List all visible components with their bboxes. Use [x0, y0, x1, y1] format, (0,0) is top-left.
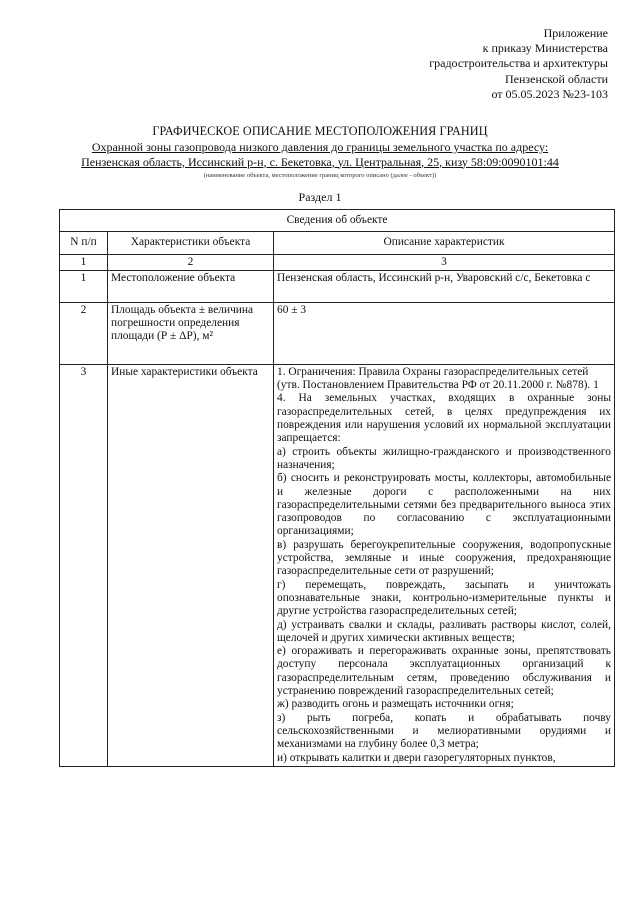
row-description — [274, 270, 615, 302]
appendix-line: Пензенской области — [505, 71, 608, 86]
description-paragraph: е) огораживать и перегораживать охранные зоны, препятствовать доступу персонала эксплуатационных организаций к газораспределительным сетям, проведению обслуживания и устранению повреждений газораспределительных сетей; — [277, 645, 611, 698]
table-header-row — [60, 232, 615, 254]
description-paragraph: 4. На земельных участках, входящих в охранные зоны газораспределительных сетей, в целях предупреждения их повреждения или нарушения условий их нормальной эксплуатации запрещается: — [277, 392, 611, 445]
row-num: 1 — [60, 270, 108, 302]
description-paragraph: Пензенская область, Иссинский р-н, Уваровский с/с, Бекетовка с — [277, 271, 591, 284]
description-paragraph: 1. Ограничения: Правила Охраны газораспределительных сетей (утв. Постановлением Правительства РФ от 20.11.2000 г. №878). 1 — [277, 365, 599, 392]
description-paragraph: г) перемещать, повреждать, засыпать и уничтожать опознавательные знаки, контрольно-измерительные пункты и другие устройства газораспределительных сетей; — [277, 578, 611, 618]
description-paragraph: з) рыть погреба, копать и обрабатывать почву сельскохозяйственными и мелиоративными орудиями и механизмами на глубину более 0,3 метра; — [277, 711, 611, 751]
object-info-table — [59, 209, 615, 767]
subtitle-note: (наименование объекта, местоположение границ которого описано (далее - объект)) — [203, 172, 437, 179]
description-paragraph: б) сносить и реконструировать мосты, коллекторы, автомобильные и железные дороги с расположенными на них газораспределительными сетями без предварительного выноса этих газопроводов по согласованию с эксплуатационными организациями; — [277, 472, 611, 538]
description-paragraph: в) разрушать берегоукрепительные сооружения, водопропускные устройства, земляные и иные сооружения, предохраняющие газораспределительные сети от разрушений; — [277, 538, 611, 578]
table-row — [60, 364, 615, 766]
header-characteristic: Характеристики объекта — [108, 232, 274, 254]
row-num: 2 — [60, 302, 108, 364]
column-number: 3 — [274, 254, 615, 270]
table-row — [60, 270, 615, 302]
appendix-line: к приказу Министерства — [482, 41, 608, 56]
document-title: ГРАФИЧЕСКОЕ ОПИСАНИЕ МЕСТОПОЛОЖЕНИЯ ГРАНИЦ — [152, 124, 488, 138]
description-paragraph: а) строить объекты жилищно-гражданского и производственного назначения; — [277, 445, 611, 471]
subtitle-line-2: Пензенская область, Иссинский р-н, с. Бекетовка, ул. Центральная, 25, кизу 58:09:0090101:44 — [81, 154, 559, 169]
table-caption-row — [60, 210, 615, 232]
appendix-block — [308, 26, 608, 102]
column-number-row — [60, 254, 615, 270]
row-characteristic: Местоположение объекта — [108, 270, 274, 302]
table-caption: Сведения об объекте — [60, 210, 615, 232]
header-description: Описание характеристик — [274, 232, 615, 254]
row-description — [274, 364, 615, 766]
row-description — [274, 302, 615, 364]
section-heading: Раздел 1 — [298, 190, 342, 204]
row-characteristic: Площадь объекта ± величина погрешности определения площади (Р ± ΔР), м² — [108, 302, 274, 364]
row-characteristic: Иные характеристики объекта — [108, 364, 274, 766]
description-paragraph: ж) разводить огонь и размещать источники огня; — [277, 698, 514, 711]
description-paragraph: и) открывать калитки и двери газорегуляторных пунктов, — [277, 751, 556, 764]
appendix-line: Приложение — [543, 26, 608, 40]
header-num: N п/п — [60, 232, 108, 254]
document-subtitle — [40, 140, 600, 169]
description-paragraph: 60 ± 3 — [277, 303, 307, 316]
column-number: 1 — [60, 254, 108, 270]
description-paragraph: д) устраивать свалки и склады, разливать растворы кислот, солей, щелочей и других химически активных веществ; — [277, 618, 611, 644]
subtitle-line-1: Охранной зоны газопровода низкого давления до границы земельного участка по адресу: — [91, 140, 549, 154]
table-row — [60, 302, 615, 364]
appendix-line: градостроительства и архитектуры — [429, 56, 608, 71]
appendix-line: от 05.05.2023 №23-103 — [491, 86, 608, 101]
column-number: 2 — [108, 254, 274, 270]
row-num: 3 — [60, 364, 108, 766]
